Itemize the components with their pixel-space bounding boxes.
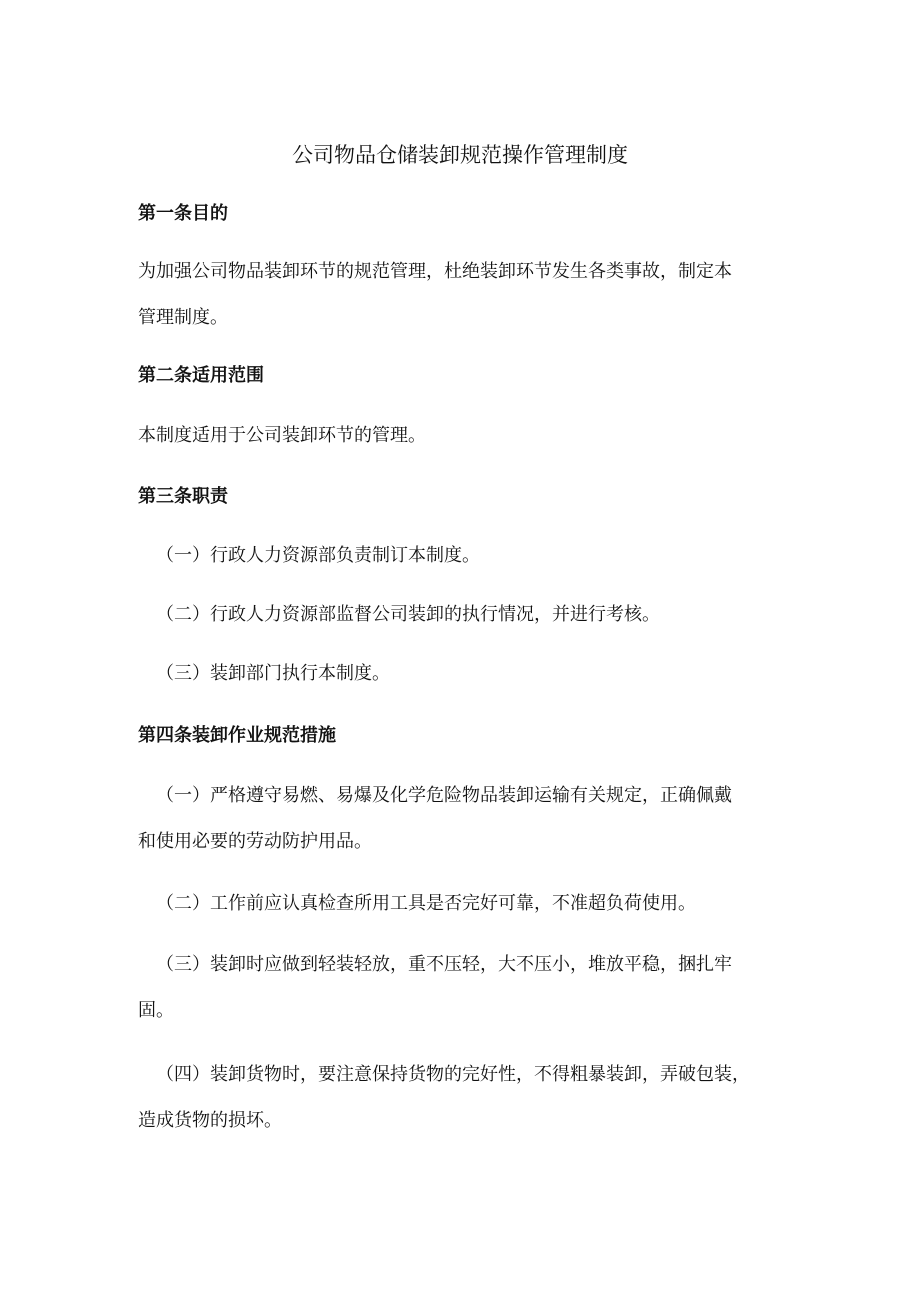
paragraph-line: 管理制度。: [138, 307, 228, 328]
document-title: 公司物品仓储装卸规范操作管理制度: [292, 143, 628, 167]
paragraph-line: 造成货物的损坏。: [138, 1110, 282, 1131]
paragraph-line: （三）装卸时应做到轻装轻放，重不压轻，大不压小，堆放平稳，捆扎牢: [156, 954, 732, 975]
paragraph-line: （二）行政人力资源部监督公司装卸的执行情况，并进行考核。: [156, 604, 660, 625]
paragraph-line: 为加强公司物品装卸环节的规范管理，杜绝装卸环节发生各类事故，制定本: [138, 261, 732, 282]
list-item: [138, 891, 788, 917]
list-item: [138, 783, 788, 855]
paragraph-line: 固。: [138, 1000, 174, 1021]
section-heading-scope: 第二条适用范围: [138, 365, 264, 386]
section-heading-responsibilities: 第三条职责: [138, 486, 228, 507]
paragraph-line: （三）装卸部门执行本制度。: [156, 663, 390, 684]
list-item: [138, 1062, 788, 1134]
paragraph-line: （一）行政人力资源部负责制订本制度。: [156, 545, 480, 566]
paragraph-line: （四）装卸货物时，要注意保持货物的完好性，不得粗暴装卸，弄破包装，: [156, 1064, 750, 1085]
list-item: [138, 602, 788, 628]
section-heading-purpose: 第一条目的: [138, 203, 228, 224]
paragraph-line: （二）工作前应认真检查所用工具是否完好可靠，不准超负荷使用。: [156, 893, 696, 914]
paragraph-line: 本制度适用于公司装卸环节的管理。: [138, 425, 426, 446]
section-paragraph: [138, 259, 788, 331]
paragraph-line: （一）严格遵守易燃、易爆及化学危险物品装卸运输有关规定，正确佩戴: [156, 785, 732, 806]
list-item: [138, 661, 788, 687]
list-item: [138, 543, 788, 569]
section-heading-loading-measures: 第四条装卸作业规范措施: [138, 725, 336, 746]
section-paragraph: [138, 423, 788, 449]
list-item: [138, 952, 788, 1024]
paragraph-line: 和使用必要的劳动防护用品。: [138, 831, 372, 852]
